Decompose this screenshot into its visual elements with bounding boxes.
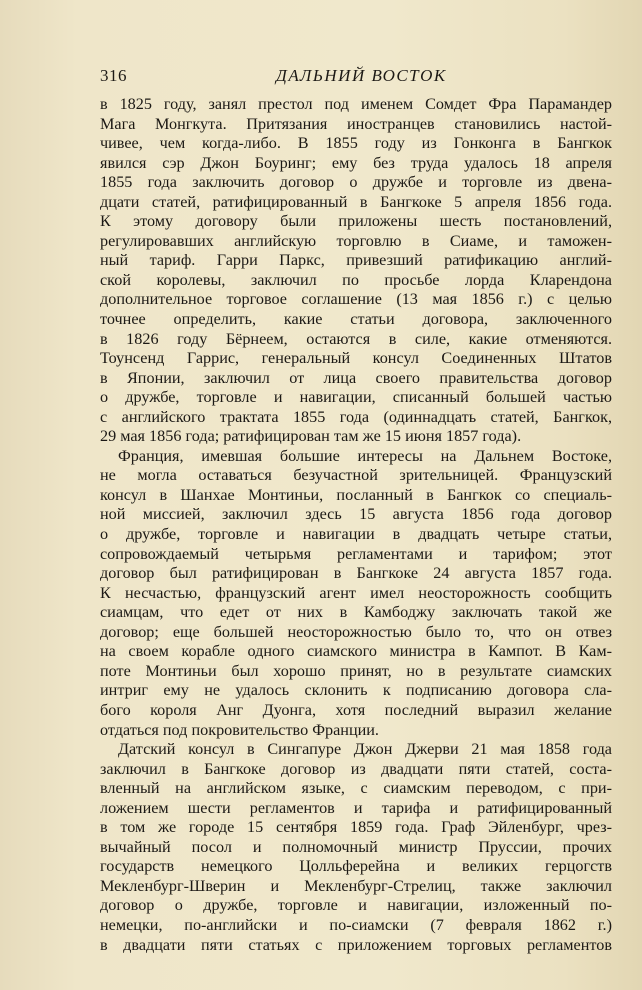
text-line: сиамцам, что едет от них в Камбоджу заключать такой же bbox=[100, 603, 612, 622]
text-line: договор был ратифицирован в Бангкоке 24 августа 1857 года. bbox=[100, 564, 612, 583]
text-line: вленный на английском языке, с сиамским переводом, с при- bbox=[100, 779, 612, 798]
text-line: регулировавших английскую торговлю в Сиаме, и таможен- bbox=[100, 231, 612, 250]
text-line: в том же городе 15 сентября 1859 года. Граф Эйленбург, чрез- bbox=[100, 818, 612, 837]
running-title: ДАЛЬНИЙ ВОСТОК bbox=[276, 66, 447, 85]
text-line: дополнительное торговое соглашение (13 мая 1856 г.) с целью bbox=[100, 290, 612, 309]
page-header bbox=[100, 66, 610, 88]
text-line: Мекленбург-Шверин и Мекленбург-Стрелиц, также заключил bbox=[100, 876, 612, 895]
text-line: немецки, по-английски и по-сиамски (7 февраля 1862 г.) bbox=[100, 915, 612, 934]
text-line: на своем корабле одного сиамского министра в Кампот. В Кам- bbox=[100, 642, 612, 661]
text-line: договор о дружбе, торговле и навигации, изложенный по- bbox=[100, 896, 612, 915]
paragraph bbox=[100, 95, 612, 447]
text-line: точнее определить, какие статьи договора, заключенного bbox=[100, 310, 612, 329]
text-line: чивее, чем когда-либо. В 1855 году из Гонконга в Бангкок bbox=[100, 134, 612, 153]
text-line: в 1826 году Бёрнеем, остаются в силе, какие отменяются. bbox=[100, 329, 612, 348]
text-line: консул в Шанхае Монтиньи, посланный в Бангкок со специаль- bbox=[100, 485, 612, 504]
text-line: в 1825 году, занял престол под именем Сомдет Фра Парамандер bbox=[100, 95, 612, 113]
text-line: К этому договору были приложены шесть постановлений, bbox=[100, 212, 612, 231]
text-line: о дружбе, торговле и навигации, списанный большей частью bbox=[100, 388, 612, 407]
text-line: 1855 года заключить договор о дружбе и торговле из двена- bbox=[100, 173, 612, 192]
text-line: Франция, имевшая большие интересы на Дальнем Востоке, bbox=[118, 446, 612, 465]
text-line: в Японии, заключил от лица своего правительства договор bbox=[100, 368, 612, 387]
text-line: интриг ему не удалось склонить к подписанию договора сла- bbox=[100, 681, 612, 700]
text-line: бого короля Анг Дуонга, хотя последний выразил желание bbox=[100, 700, 612, 719]
text-line: заключил в Бангкоке договор из двадцати пяти статей, соста- bbox=[100, 759, 612, 778]
text-line: в двадцати пяти статьях с приложением торговых регламентов bbox=[100, 935, 612, 954]
text-line: ной миссией, заключил здесь 15 августа 1856 года договор bbox=[100, 505, 612, 524]
paragraph bbox=[100, 447, 612, 740]
text-line: К несчастью, французский агент имел неосторожность сообщить bbox=[100, 583, 612, 602]
text-line: вычайный посол и полномочный министр Пруссии, прочих bbox=[100, 837, 612, 856]
text-line: о дружбе, торговле и навигации в двадцать четыре статьи, bbox=[100, 525, 612, 544]
paragraph bbox=[100, 740, 612, 955]
text-line: Датский консул в Сингапуре Джон Джерви 21 мая 1858 года bbox=[118, 740, 612, 759]
text-line: не могла оставаться безучастной зрительницей. Французский bbox=[100, 466, 612, 485]
text-line: договор; еще большей неосторожностью было то, что он отвез bbox=[100, 622, 612, 641]
text-line: 29 мая 1856 года; ратифицирован там же 15 июня 1857 года). bbox=[100, 427, 522, 446]
text-line: Мага Монгкута. Притязания иностранцев становились настой- bbox=[100, 114, 612, 133]
text-line: явился сэр Джон Боуринг; ему без труда удалось 18 апреля bbox=[100, 153, 612, 172]
text-line: поте Монтиньи был хорошо принят, но в результате сиамских bbox=[100, 661, 612, 680]
text-line: ложением шести регламентов и тарифа и ратифицированный bbox=[100, 798, 612, 817]
text-line: дцати статей, ратифицированный в Бангкоке 5 апреля 1856 года. bbox=[100, 192, 612, 211]
page-number: 316 bbox=[100, 66, 127, 85]
body-text bbox=[100, 95, 612, 955]
text-line: с английского трактата 1855 года (одиннадцать статей, Бангкок, bbox=[100, 407, 612, 426]
text-line: ный тариф. Гарри Паркс, привезший ратификацию англий- bbox=[100, 251, 612, 270]
text-line: отдаться под покровительство Франции. bbox=[100, 720, 379, 739]
text-line: государств немецкого Цолльферейна и великих герцогств bbox=[100, 857, 612, 876]
text-line: сопровождаемый четырьмя регламентами и тарифом; этот bbox=[100, 544, 612, 563]
text-line: Тоунсенд Гаррис, генеральный консул Соединенных Штатов bbox=[100, 349, 612, 368]
text-line: ской королевы, заключил по просьбе лорда Кларендона bbox=[100, 270, 612, 289]
